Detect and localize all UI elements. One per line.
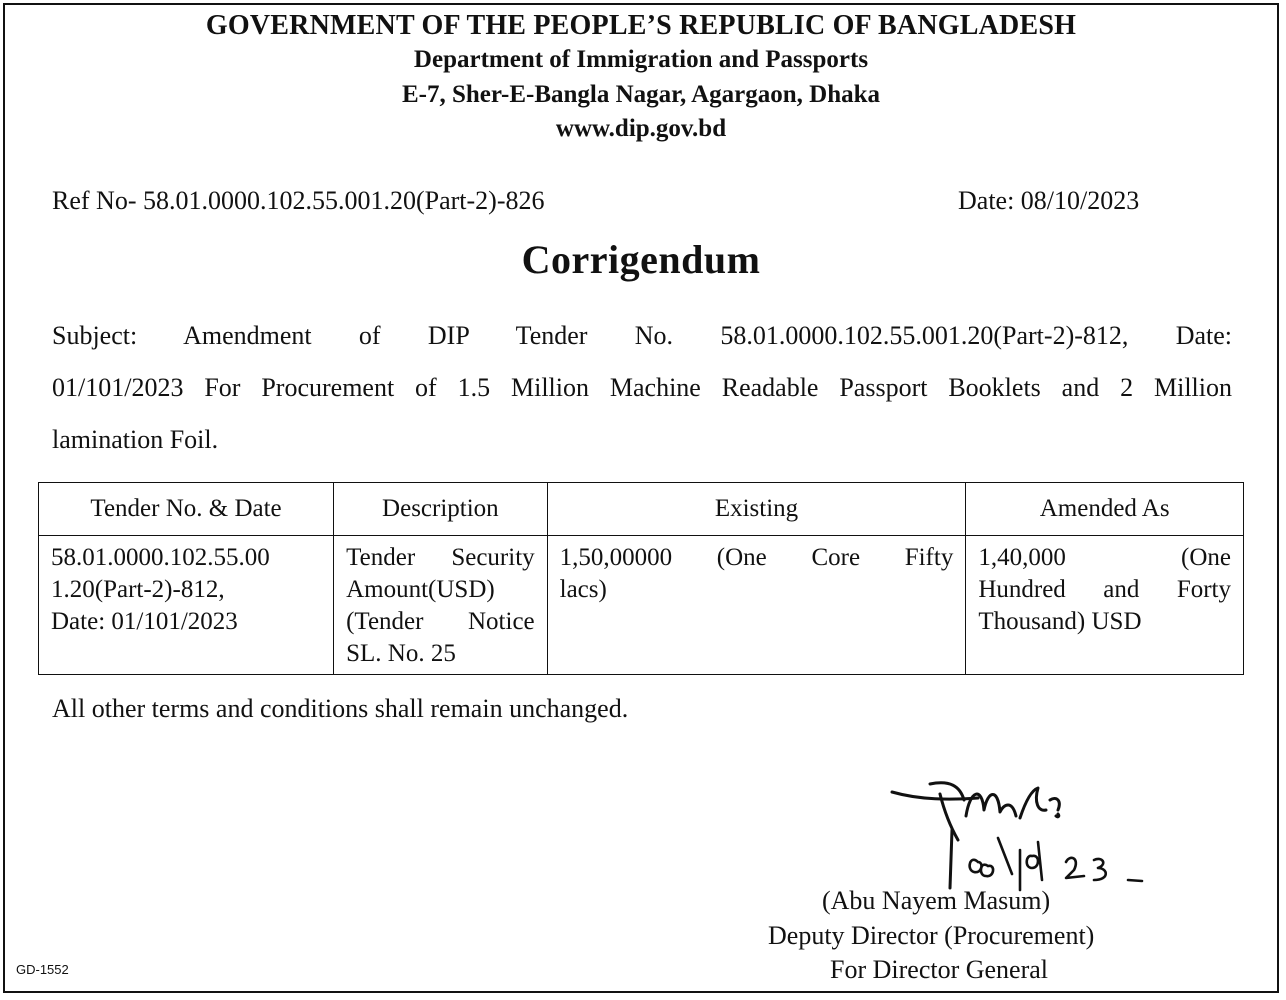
table-row [39,536,1244,675]
signatory-designation: Deputy Director (Procurement) [768,921,1095,950]
document-date: Date: 08/10/2023 [958,186,1140,215]
signature-stroke [966,794,1016,816]
signature-stroke [930,783,964,840]
subject-line: lamination Foil. [52,425,219,454]
cell-line: 1,40,000 (One [978,544,1231,571]
amendment-table [38,482,1244,675]
reference-number: Ref No- 58.01.0000.102.55.001.20(Part-2)-826 [52,186,545,215]
signature-date-stroke [998,838,1012,874]
cell-tender [39,536,334,675]
header-department: Department of Immigration and Passports [413,46,869,73]
cell-line: lacs) [559,576,607,603]
cell-line: Hundred and Forty [978,576,1231,603]
cell-line: 58.01.0000.102.55.00 [51,544,270,571]
signatory-name: (Abu Nayem Masum) [822,886,1051,915]
header-address: E-7, Sher-E-Bangla Nagar, Agargaon, Dhaka [401,81,881,108]
signature-stroke [950,830,952,888]
column-header-amended: Amended As [966,483,1244,536]
cell-line: (Tender Notice [346,608,535,635]
signature-date-stroke [1066,858,1084,878]
signatory-on-behalf: For Director General [830,955,1049,984]
signature-stroke [892,792,978,799]
cell-line: Date: 01/101/2023 [51,608,238,635]
cell-line: 1,50,00000 (One Core Fifty [559,544,954,571]
cell-line: Tender Security [346,544,535,571]
cell-line: SL. No. 25 [346,640,456,667]
cell-existing [547,536,966,675]
table-header-row [39,483,1244,536]
column-header-description: Description [334,483,548,536]
document-code: GD-1552 [16,962,69,977]
cell-description [334,536,548,675]
subject-paragraph [52,310,1232,466]
signature-date-stroke [981,865,993,877]
subject-line: Subject: Amendment of DIP Tender No. 58.01.0000.102.55.001.20(Part-2)-812, Date: [52,321,1232,350]
signature-stroke [1020,788,1059,818]
cell-line: 1.20(Part-2)-812, [51,576,225,603]
signature-date-stroke [1027,856,1038,868]
column-header-tender: Tender No. & Date [39,483,334,536]
signature-date-stroke [1094,859,1106,880]
subject-line: 01/101/2023 For Procurement of 1.5 Million Machine Readable Passport Booklets and 2 Million [52,373,1232,402]
cell-line: Amount(USD) [346,576,495,603]
terms-note: All other terms and conditions shall remain unchanged. [52,694,629,723]
signature-date-stroke [1128,880,1142,881]
column-header-existing: Existing [547,483,966,536]
cell-amended [966,536,1244,675]
header-website: www.dip.gov.bd [555,115,727,142]
header-government: GOVERNMENT OF THE PEOPLE’S REPUBLIC OF BANGLADESH [205,10,1077,41]
signature-stroke [1056,814,1059,817]
cell-line: Thousand) USD [978,608,1142,635]
page-title: Corrigendum [521,237,761,282]
